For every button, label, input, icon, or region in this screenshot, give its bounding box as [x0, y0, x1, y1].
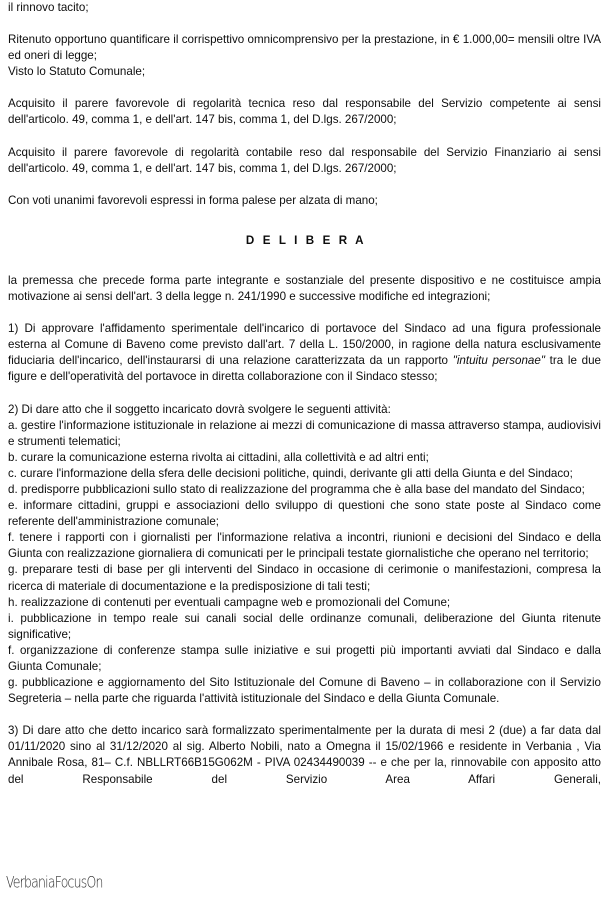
paragraph-punto-3: 3) Di dare atto che detto incarico sarà formalizzato sperimentalmente per la durata di mesi 2 (due) a far data dal 01/11/2020 sino al 31/12/2020 al sig. Alberto Nobili, nato a Omegna il 15/02/1966 e residente in Verbania , Via Annibale Rosa, 81– C.f. NBLLRT66B15G062M - PIVA 02434490039 -- e che per la, rinnovabile con apposito atto del Responsabile del Servizio Area Affari Generali,	[8, 724, 601, 786]
list-item-g2: g. pubblicazione e aggiornamento del Sito Istituzionale del Comune di Baveno – in collaborazione con il Servizio Segreteria – nella parte che riguarda l'attività istituzionale del Sindaco e della Giunta Comunale.	[8, 676, 601, 706]
heading-delibera: D E L I B E R A	[245, 233, 367, 247]
watermark-verbaniafocuson: VerbaniaFocusOn	[6, 874, 103, 892]
punto1-intuitu-personae: "intuitu personae"	[452, 354, 545, 368]
spacer	[8, 80, 601, 96]
list-item-d: d. predisporre pubblicazioni sullo stato di realizzazione del programma che è alla base del mandato del Sindaco;	[8, 482, 585, 496]
paragraph-voti-unanimi: Con voti unanimi favorevoli espressi in forma palese per alzata di mano;	[8, 193, 378, 207]
punto1-text-after: tra le due figure e dell'operatività del portavoce in diretta collaborazione con il Sindaco stesso;	[8, 354, 601, 384]
spacer	[8, 707, 601, 723]
paragraph-ritenuto-opportuno: Ritenuto opportuno quantificare il corrispettivo omnicomprensivo per la prestazione, in € 1.000,00= mensili oltre IVA ed oneri di legge;	[8, 33, 601, 63]
list-item-h: h. realizzazione di contenuti per eventuali campagne web e promozionali del Comune;	[8, 595, 451, 609]
paragraph-punto-2-intro: 2) Di dare atto che il soggetto incaricato dovrà svolgere le seguenti attività:	[8, 402, 391, 416]
paragraph-premessa: la premessa che precede forma parte integrante e sostanziale del presente dispositivo e ne costituisce ampia motivazione ai sensi dell'art. 3 della legge n. 241/1990 e successive modifiche ed integrazioni;	[8, 273, 601, 304]
spacer	[8, 305, 601, 321]
spacer	[8, 177, 601, 193]
document-body	[8, 0, 601, 788]
spacer	[8, 386, 601, 402]
spacer	[8, 16, 601, 32]
paragraph-punto-1	[8, 321, 601, 385]
paragraph-visto-statuto: Visto lo Statuto Comunale;	[8, 65, 146, 79]
list-item-g: g. preparare testi di base per gli interventi del Sindaco in occasione di cerimonie o manifestazioni, compresa la ricerca di materiale di documentazione e la predisposizione di tali testi;	[8, 563, 601, 593]
list-item-a: a. gestire l'informazione istituzionale in relazione ai mezzi di comunicazione di massa attraverso stampa, audiovisivi e strumenti telematici;	[8, 418, 601, 448]
list-item-f2: f. organizzazione di conferenze stampa sulle iniziative e sui progetti più importanti avviati dal Sindaco e dalla Giunta Comunale;	[8, 643, 601, 673]
list-item-f: f. tenere i rapporti con i giornalisti per l'informazione relativa a incontri, riunioni e decisioni del Sindaco e della Giunta con realizzazione giornaliera di comunicati per le principali testate giornalistiche che operano nel territorio;	[8, 531, 601, 561]
paragraph-parere-contabile: Acquisito il parere favorevole di regolarità contabile reso dal responsabile del Servizio Finanziario ai sensi dell'articolo. 49, comma 1, e dell'art. 147 bis, comma 1, del D.lgs. 267/2000;	[8, 145, 601, 175]
spacer	[8, 209, 601, 225]
spacer	[8, 249, 601, 265]
list-item-i: i. pubblicazione in tempo reale sui canali social delle ordinanze comunali, deliberazione del Giunta ritenute significative;	[8, 611, 601, 641]
punto1-text-before: 1) Di approvare l'affidamento sperimentale dell'incarico di portavoce del Sindaco ad una figura professionale esterna al Comune di Baveno come previsto dall'art. 7 della L. 150/2000, in ragione della natura esclusivamente fiduciaria dell'incarico, dell'instaurarsi di una relazione caratterizzata da un rapporto	[8, 322, 601, 368]
spacer	[8, 265, 601, 273]
list-item-e: e. informare cittadini, gruppi e associazioni dello sviluppo di questioni che sono state poste al Sindaco come referente dell'amministrazione comunale;	[8, 499, 601, 529]
list-item-b: b. curare la comunicazione esterna rivolta ai cittadini, alla collettività e ad altri enti;	[8, 450, 429, 464]
spacer	[8, 129, 601, 145]
spacer	[8, 225, 601, 233]
paragraph-rinnovo-tacito: il rinnovo tacito;	[8, 1, 89, 14]
list-item-c: c. curare l'informazione della sfera delle decisioni politiche, quindi, derivante gli atti della Giunta e del Sindaco;	[8, 466, 573, 480]
paragraph-parere-tecnica: Acquisito il parere favorevole di regolarità tecnica reso dal responsabile del Servizio competente ai sensi dell'articolo. 49, comma 1, e dell'art. 147 bis, comma 1, del D.lgs. 267/2000;	[8, 97, 601, 127]
